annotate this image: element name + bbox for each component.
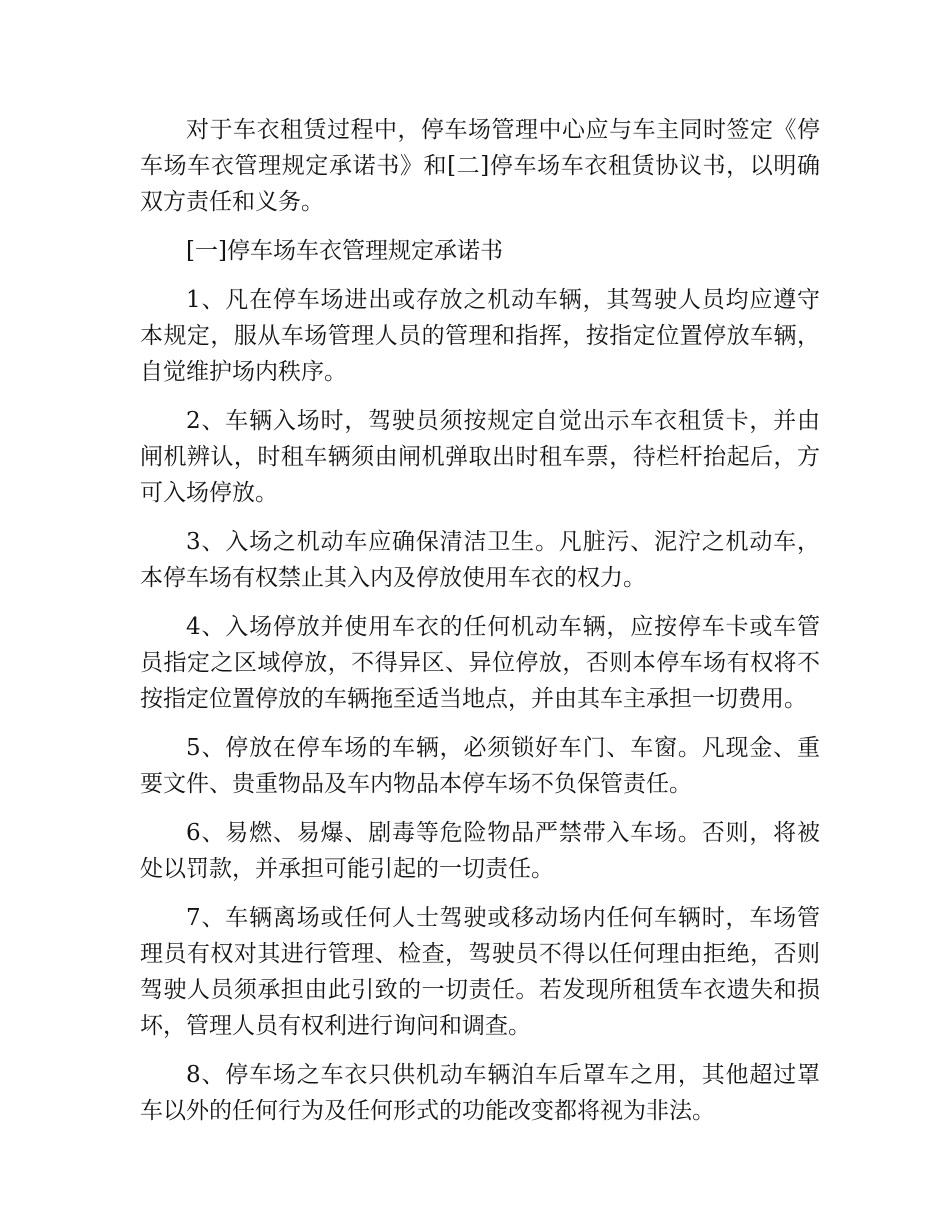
rule-paragraph-5: 5、停放在停车场的车辆，必须锁好车门、车窗。凡现金、重要文件、贵重物品及车内物品本停车场不负保管责任。 (140, 735, 820, 797)
rule-paragraph-3: 3、入场之机动车应确保清洁卫生。凡脏污、泥泞之机动车，本停车场有权禁止其入内及停放使用车衣的权力。 (140, 529, 820, 591)
rule-paragraph-6: 6、易燃、易爆、剧毒等危险物品严禁带入车场。否则，将被处以罚款，并承担可能引起的一切责任。 (140, 820, 820, 882)
rule-paragraph-7: 7、车辆离场或任何人士驾驶或移动场内任何车辆时，车场管理员有权对其进行管理、检查，驾驶员不得以任何理由拒绝，否则驾驶人员须承担由此引致的一切责任。若发现所租赁车衣遗失和损坏，管理人员有权利进行询问和调查。 (140, 905, 820, 1039)
rule-paragraph-1: 1、凡在停车场进出或存放之机动车辆，其驾驶人员均应遵守本规定，服从车场管理人员的管理和指挥，按指定位置停放车辆，自觉维护场内秩序。 (140, 287, 820, 385)
document-body (140, 112, 820, 1142)
rule-paragraph-8: 8、停车场之车衣只供机动车辆泊车后罩车之用，其他超过罩车以外的任何行为及任何形式的功能改变都将视为非法。 (140, 1062, 820, 1124)
intro-paragraph: 对于车衣租赁过程中，停车场管理中心应与车主同时签定《停车场车衣管理规定承诺书》和[二]停车场车衣租赁协议书，以明确双方责任和义务。 (140, 117, 820, 215)
section-heading: [一]停车场车衣管理规定承诺书 (186, 238, 503, 264)
rule-paragraph-2: 2、车辆入场时，驾驶员须按规定自觉出示车衣租赁卡，并由闸机辨认，时租车辆须由闸机弹取出时租车票，待栏杆抬起后，方可入场停放。 (140, 408, 820, 506)
rule-paragraph-4: 4、入场停放并使用车衣的任何机动车辆，应按停车卡或车管员指定之区域停放，不得异区、异位停放，否则本停车场有权将不按指定位置停放的车辆拖至适当地点，并由其车主承担一切费用。 (140, 614, 820, 712)
